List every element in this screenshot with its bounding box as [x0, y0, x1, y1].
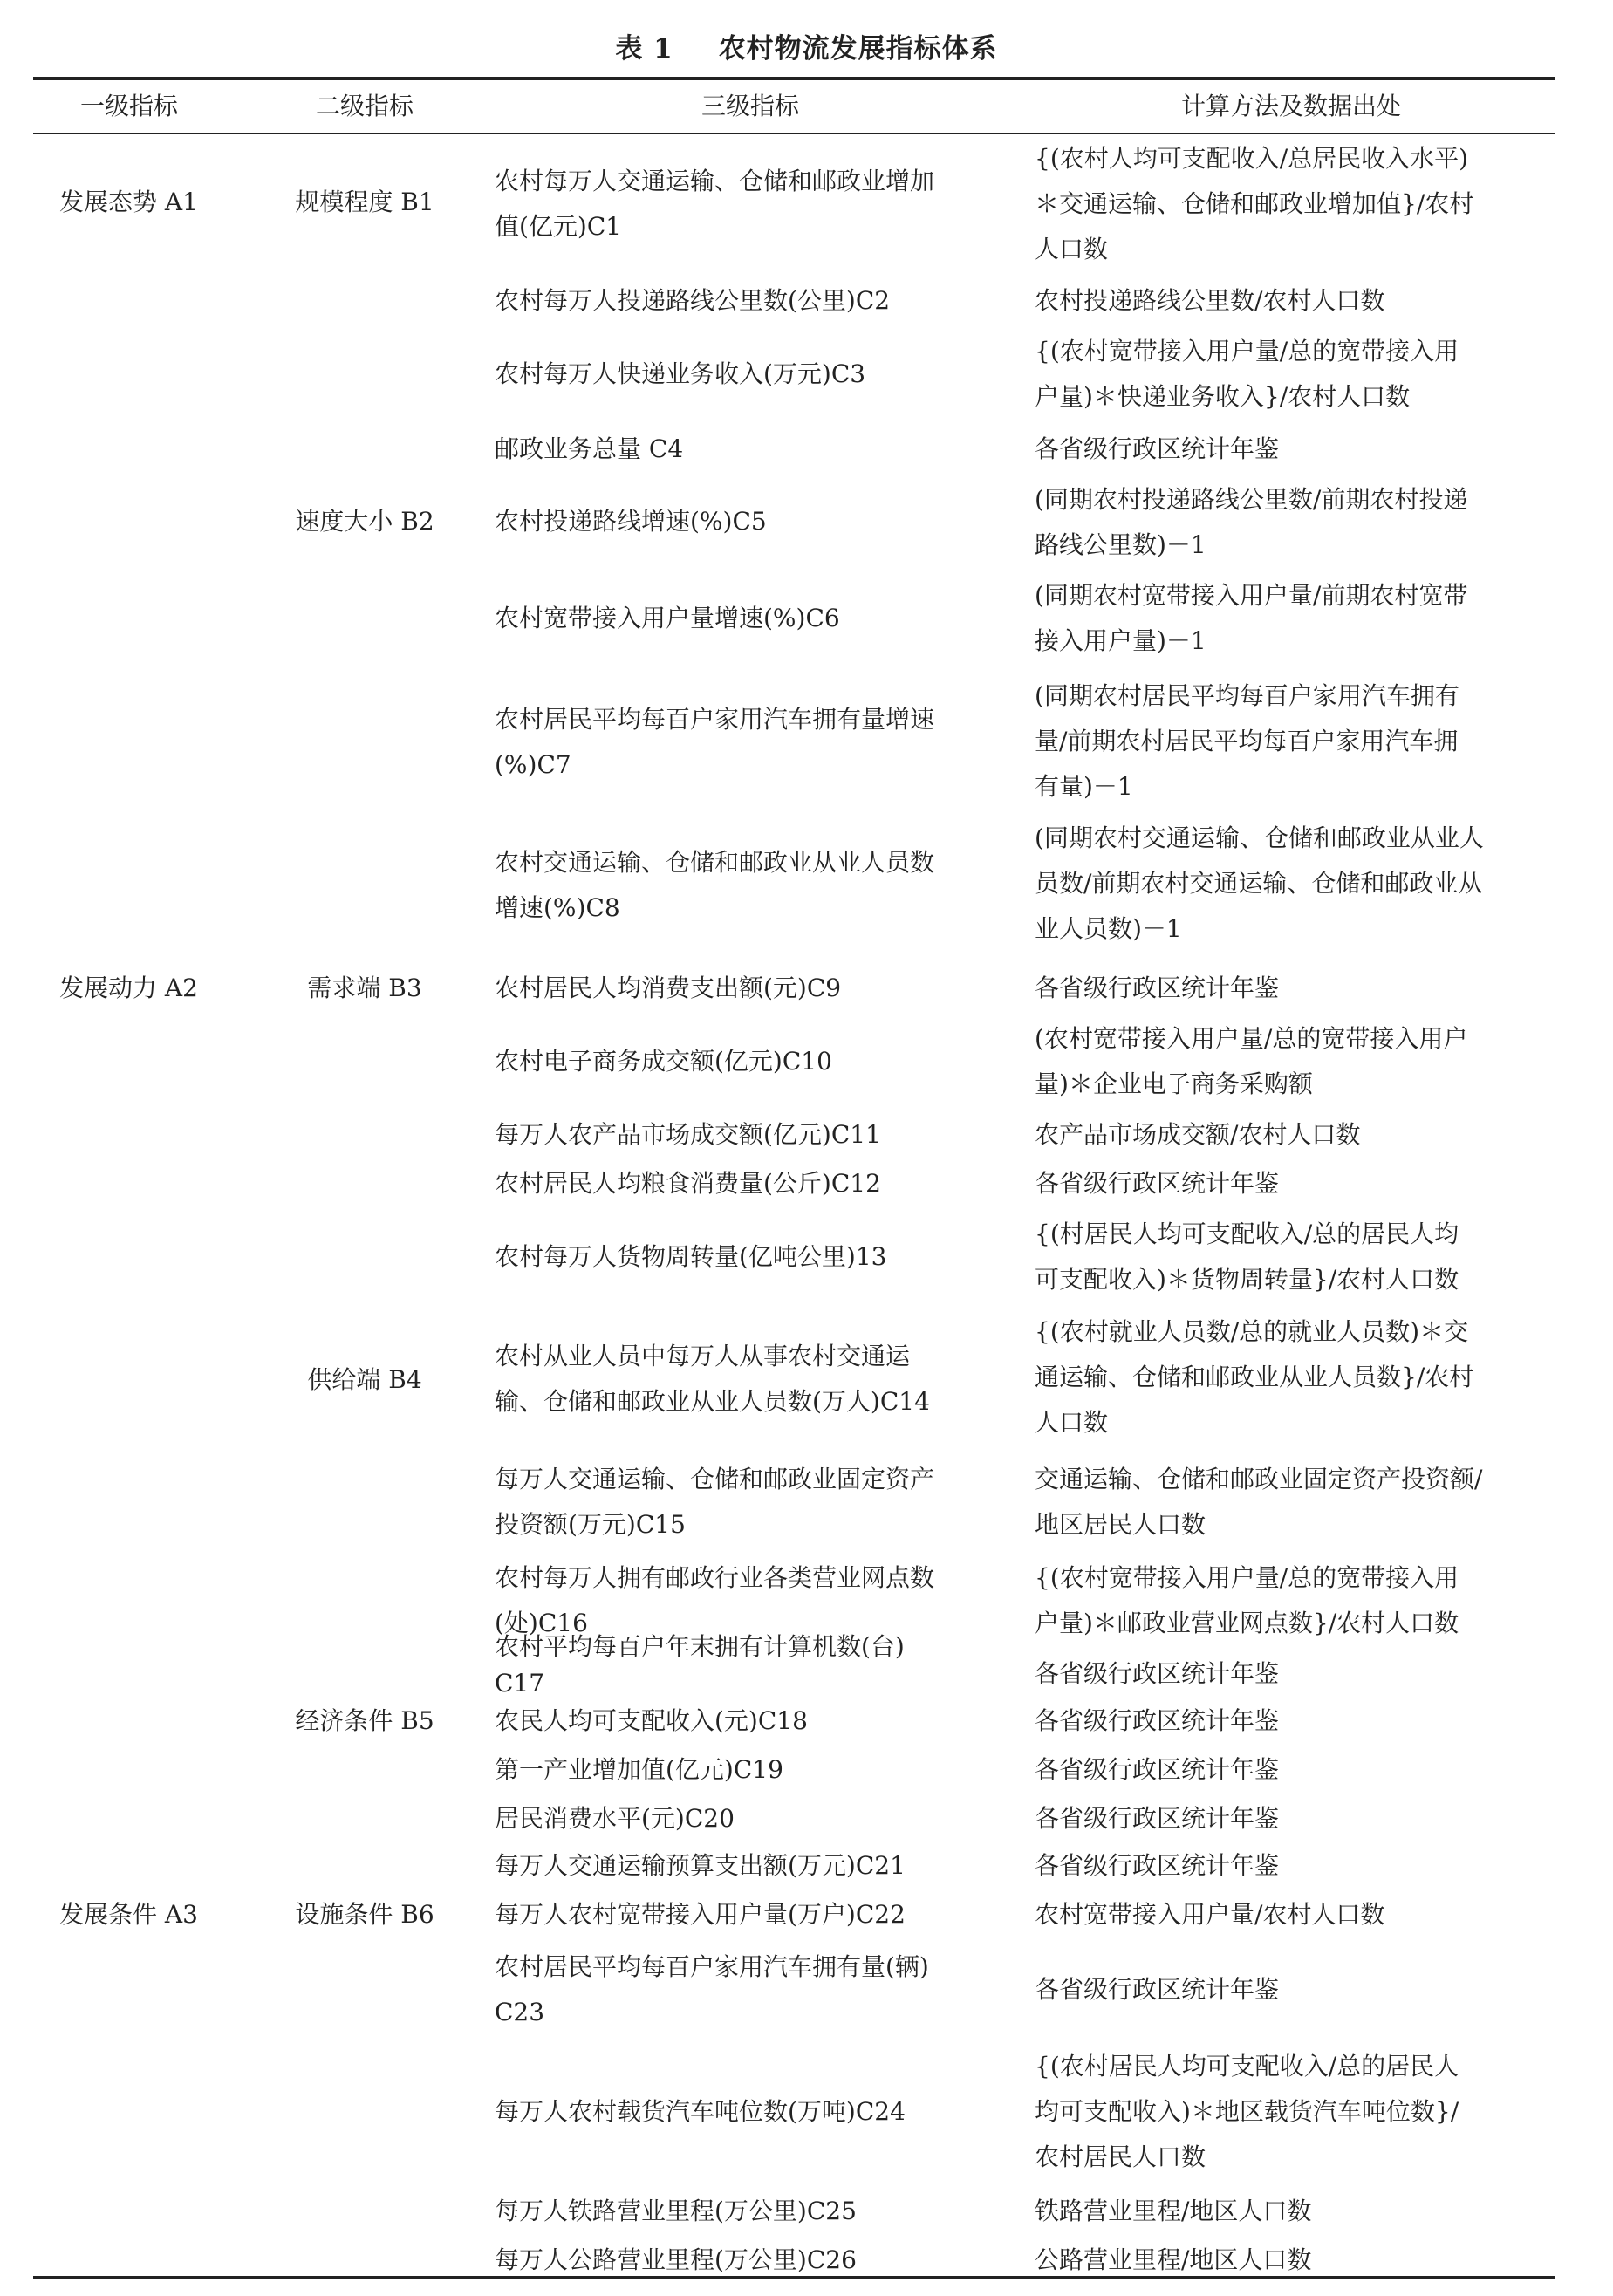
indicator-line: 居民消费水平(元)C20 [495, 1804, 735, 1833]
method-line: 可支配收入)＊货物周转量}/农村人口数 [1035, 1265, 1459, 1294]
method-line: 各省级行政区统计年鉴 [1035, 1659, 1280, 1688]
method-line: 量/前期农村居民平均每百户家用汽车拥 [1035, 727, 1459, 755]
indicator-line: 每万人公路营业里程(万公里)C26 [495, 2245, 857, 2274]
calculation-method [1035, 329, 1549, 420]
indicator-line: 农村每万人拥有邮政行业各类营业网点数 [495, 1563, 935, 1592]
method-line: 地区居民人口数 [1035, 1510, 1206, 1539]
indicator-line: 农村宽带接入用户量增速(%)C6 [495, 604, 840, 632]
method-line: (农村宽带接入用户量/总的宽带接入用户 [1035, 1024, 1468, 1053]
calculation-method [1035, 673, 1549, 810]
table-header [0, 87, 1613, 126]
header-level3: 三级指标 [701, 92, 799, 120]
level3-indicator [495, 1843, 1022, 1889]
method-line: {(农村宽带接入用户量/总的宽带接入用 [1035, 1563, 1459, 1592]
level2-b1: 规模程度 B1 [295, 188, 434, 216]
indicator-line: 农村居民平均每百户家用汽车拥有量增速 [495, 705, 935, 734]
header-rule [33, 133, 1555, 134]
method-line: (同期农村居民平均每百户家用汽车拥有 [1035, 681, 1459, 710]
level2-b3: 需求端 B3 [307, 974, 422, 1002]
level3-indicator [495, 1161, 1022, 1206]
level3-indicator [495, 966, 1022, 1011]
method-line: 人口数 [1035, 1408, 1109, 1437]
header-method: 计算方法及数据出处 [1180, 92, 1401, 120]
calculation-method [1035, 1698, 1549, 1744]
calculation-method [1035, 966, 1549, 1011]
calculation-method [1035, 1112, 1549, 1158]
level3-indicator [495, 427, 1022, 472]
method-line: 有量)－1 [1035, 772, 1133, 801]
level3-indicator [495, 1457, 1022, 1548]
level1-a2: 发展动力 A2 [59, 974, 198, 1002]
level3-indicator [495, 278, 1022, 324]
header-level2: 二级指标 [315, 92, 414, 120]
indicator-line: 农村从业人员中每万人从事农村交通运 [495, 1342, 911, 1370]
level2-b4: 供给端 B4 [307, 1365, 422, 1394]
indicator-line: (%)C7 [495, 750, 571, 779]
level3-indicator [495, 2189, 1022, 2234]
indicator-line: 每万人交通运输预算支出额(万元)C21 [495, 1851, 906, 1880]
method-line: 农村宽带接入用户量/农村人口数 [1035, 1900, 1385, 1929]
method-line: {(农村宽带接入用户量/总的宽带接入用 [1035, 337, 1459, 366]
calculation-method [1035, 1309, 1549, 1445]
method-line: ＊交通运输、仓储和邮政业增加值}/农村 [1035, 189, 1474, 218]
method-line: 铁路营业里程/地区人口数 [1035, 2197, 1312, 2225]
method-line: 各省级行政区统计年鉴 [1035, 1169, 1280, 1198]
method-line: 户量)＊快递业务收入}/农村人口数 [1035, 382, 1411, 411]
level1-a3: 发展条件 A3 [59, 1900, 198, 1929]
method-line: (同期农村交通运输、仓储和邮政业从业人 [1035, 823, 1484, 852]
method-line: 农产品市场成交额/农村人口数 [1035, 1120, 1361, 1149]
method-line: 农村投递路线公里数/农村人口数 [1035, 286, 1385, 315]
indicator-line: 每万人农产品市场成交额(亿元)C11 [495, 1120, 881, 1149]
indicator-line: 农村投递路线增速(%)C5 [495, 507, 767, 536]
indicator-line: 农村每万人快递业务收入(万元)C3 [495, 359, 866, 388]
bottom-rule [33, 2276, 1555, 2279]
indicator-line: 投资额(万元)C15 [495, 1510, 686, 1539]
method-line: 户量)＊邮政业营业网点数}/农村人口数 [1035, 1609, 1459, 1637]
calculation-method [1035, 1212, 1549, 1302]
method-line: (同期农村投递路线公里数/前期农村投递 [1035, 485, 1468, 514]
calculation-method [1035, 1457, 1549, 1548]
calculation-method [1035, 573, 1549, 664]
calculation-method [1035, 427, 1549, 472]
level3-indicator [495, 1747, 1022, 1793]
level3-indicator [495, 1334, 1022, 1425]
level3-indicator [495, 1039, 1022, 1084]
method-line: 接入用户量)－1 [1035, 626, 1206, 655]
level3-indicator [495, 159, 1022, 249]
level3-indicator [495, 1112, 1022, 1158]
calculation-method [1035, 816, 1549, 952]
method-line: {(农村居民人均可支配收入/总的居民人 [1035, 2052, 1459, 2081]
method-line: 路线公里数)－1 [1035, 530, 1206, 559]
indicator-line: 农村平均每百户年末拥有计算机数(台) [495, 1632, 905, 1661]
calculation-method [1035, 477, 1549, 568]
method-line: 员数/前期农村交通运输、仓储和邮政业从 [1035, 869, 1483, 898]
method-line: 各省级行政区统计年鉴 [1035, 974, 1280, 1002]
indicator-line: 每万人交通运输、仓储和邮政业固定资产 [495, 1465, 935, 1493]
indicator-line: C17 [495, 1669, 545, 1698]
method-line: 均可支配收入)＊地区载货汽车吨位数}/ [1035, 2097, 1459, 2126]
table-title [0, 26, 1613, 65]
indicator-line: 农村居民平均每百户家用汽车拥有量(辆) [495, 1952, 929, 1981]
level3-indicator [495, 352, 1022, 397]
top-rule [33, 77, 1555, 80]
calculation-method [1035, 278, 1549, 324]
method-line: (同期农村宽带接入用户量/前期农村宽带 [1035, 581, 1468, 610]
indicator-line: 农民人均可支配收入(元)C18 [495, 1706, 808, 1735]
calculation-method [1035, 1016, 1549, 1107]
calculation-method [1035, 1967, 1549, 2012]
level3-indicator [495, 1944, 1022, 2035]
calculation-method [1035, 2189, 1549, 2234]
table-caption: 农村物流发展指标体系 [718, 33, 998, 65]
indicator-line: 每万人铁路营业里程(万公里)C25 [495, 2197, 857, 2225]
method-line: 量)＊企业电子商务采购额 [1035, 1069, 1313, 1098]
calculation-method [1035, 1843, 1549, 1889]
indicator-line: 农村居民人均粮食消费量(公斤)C12 [495, 1169, 881, 1198]
indicator-line: 邮政业务总量 C4 [495, 434, 684, 463]
indicator-line: 每万人农村宽带接入用户量(万户)C22 [495, 1900, 906, 1929]
table-number: 表 1 [615, 33, 673, 65]
method-line: 农村居民人口数 [1035, 2142, 1206, 2171]
level1-a1: 发展态势 A1 [59, 188, 198, 216]
method-line: 各省级行政区统计年鉴 [1035, 1706, 1280, 1735]
level2-b5: 经济条件 B5 [295, 1706, 434, 1735]
indicator-line: 第一产业增加值(亿元)C19 [495, 1755, 783, 1784]
calculation-method [1035, 1161, 1549, 1206]
method-line: 业人员数)－1 [1035, 914, 1182, 943]
calculation-method [1035, 1555, 1549, 1646]
method-line: 通运输、仓储和邮政业从业人员数}/农村 [1035, 1363, 1474, 1391]
header-level1: 一级指标 [79, 92, 178, 120]
indicator-line: 每万人农村载货汽车吨位数(万吨)C24 [495, 2097, 906, 2126]
method-line: {(农村就业人员数/总的就业人员数)＊交 [1035, 1317, 1469, 1346]
method-line: 各省级行政区统计年鉴 [1035, 1755, 1280, 1784]
indicator-line: 农村每万人货物周转量(亿吨公里)13 [495, 1242, 887, 1271]
method-line: 各省级行政区统计年鉴 [1035, 434, 1280, 463]
method-line: 交通运输、仓储和邮政业固定资产投资额/ [1035, 1465, 1483, 1493]
method-line: {(农村人均可支配收入/总居民收入水平) [1035, 144, 1469, 173]
method-line: 公路营业里程/地区人口数 [1035, 2245, 1312, 2274]
indicator-line: C23 [495, 1998, 545, 2026]
level3-indicator [495, 840, 1022, 931]
calculation-method [1035, 1651, 1549, 1697]
level2-b6: 设施条件 B6 [295, 1900, 434, 1929]
calculation-method [1035, 1747, 1549, 1793]
indicator-line: 农村电子商务成交额(亿元)C10 [495, 1047, 832, 1076]
indicator-line: 农村交通运输、仓储和邮政业从业人员数 [495, 848, 935, 877]
indicator-line: 农村居民人均消费支出额(元)C9 [495, 974, 842, 1002]
level2-b2: 速度大小 B2 [295, 507, 434, 536]
method-line: 各省级行政区统计年鉴 [1035, 1804, 1280, 1833]
indicator-line: 输、仓储和邮政业从业人员数(万人)C14 [495, 1387, 930, 1416]
level3-indicator [495, 499, 1022, 544]
calculation-method [1035, 1796, 1549, 1842]
level3-indicator [495, 596, 1022, 641]
level3-indicator [495, 1892, 1022, 1937]
indicator-line: (处)C16 [495, 1609, 588, 1637]
calculation-method [1035, 1892, 1549, 1937]
method-line: {(村居民人均可支配收入/总的居民人均 [1035, 1220, 1459, 1248]
indicator-line: 农村每万人投递路线公里数(公里)C2 [495, 286, 891, 315]
indicator-line: 值(亿元)C1 [495, 212, 622, 241]
level3-indicator [495, 1234, 1022, 1280]
calculation-method [1035, 136, 1549, 272]
method-line: 各省级行政区统计年鉴 [1035, 1975, 1280, 2004]
indicator-line: 增速(%)C8 [495, 893, 620, 922]
level3-indicator [495, 2089, 1022, 2135]
level3-indicator [495, 1629, 1022, 1702]
indicator-line: 农村每万人交通运输、仓储和邮政业增加 [495, 167, 935, 195]
method-line: 各省级行政区统计年鉴 [1035, 1851, 1280, 1880]
calculation-method [1035, 2044, 1549, 2180]
level3-indicator [495, 1698, 1022, 1744]
level3-indicator [495, 1796, 1022, 1842]
method-line: 人口数 [1035, 235, 1109, 263]
level3-indicator [495, 697, 1022, 788]
